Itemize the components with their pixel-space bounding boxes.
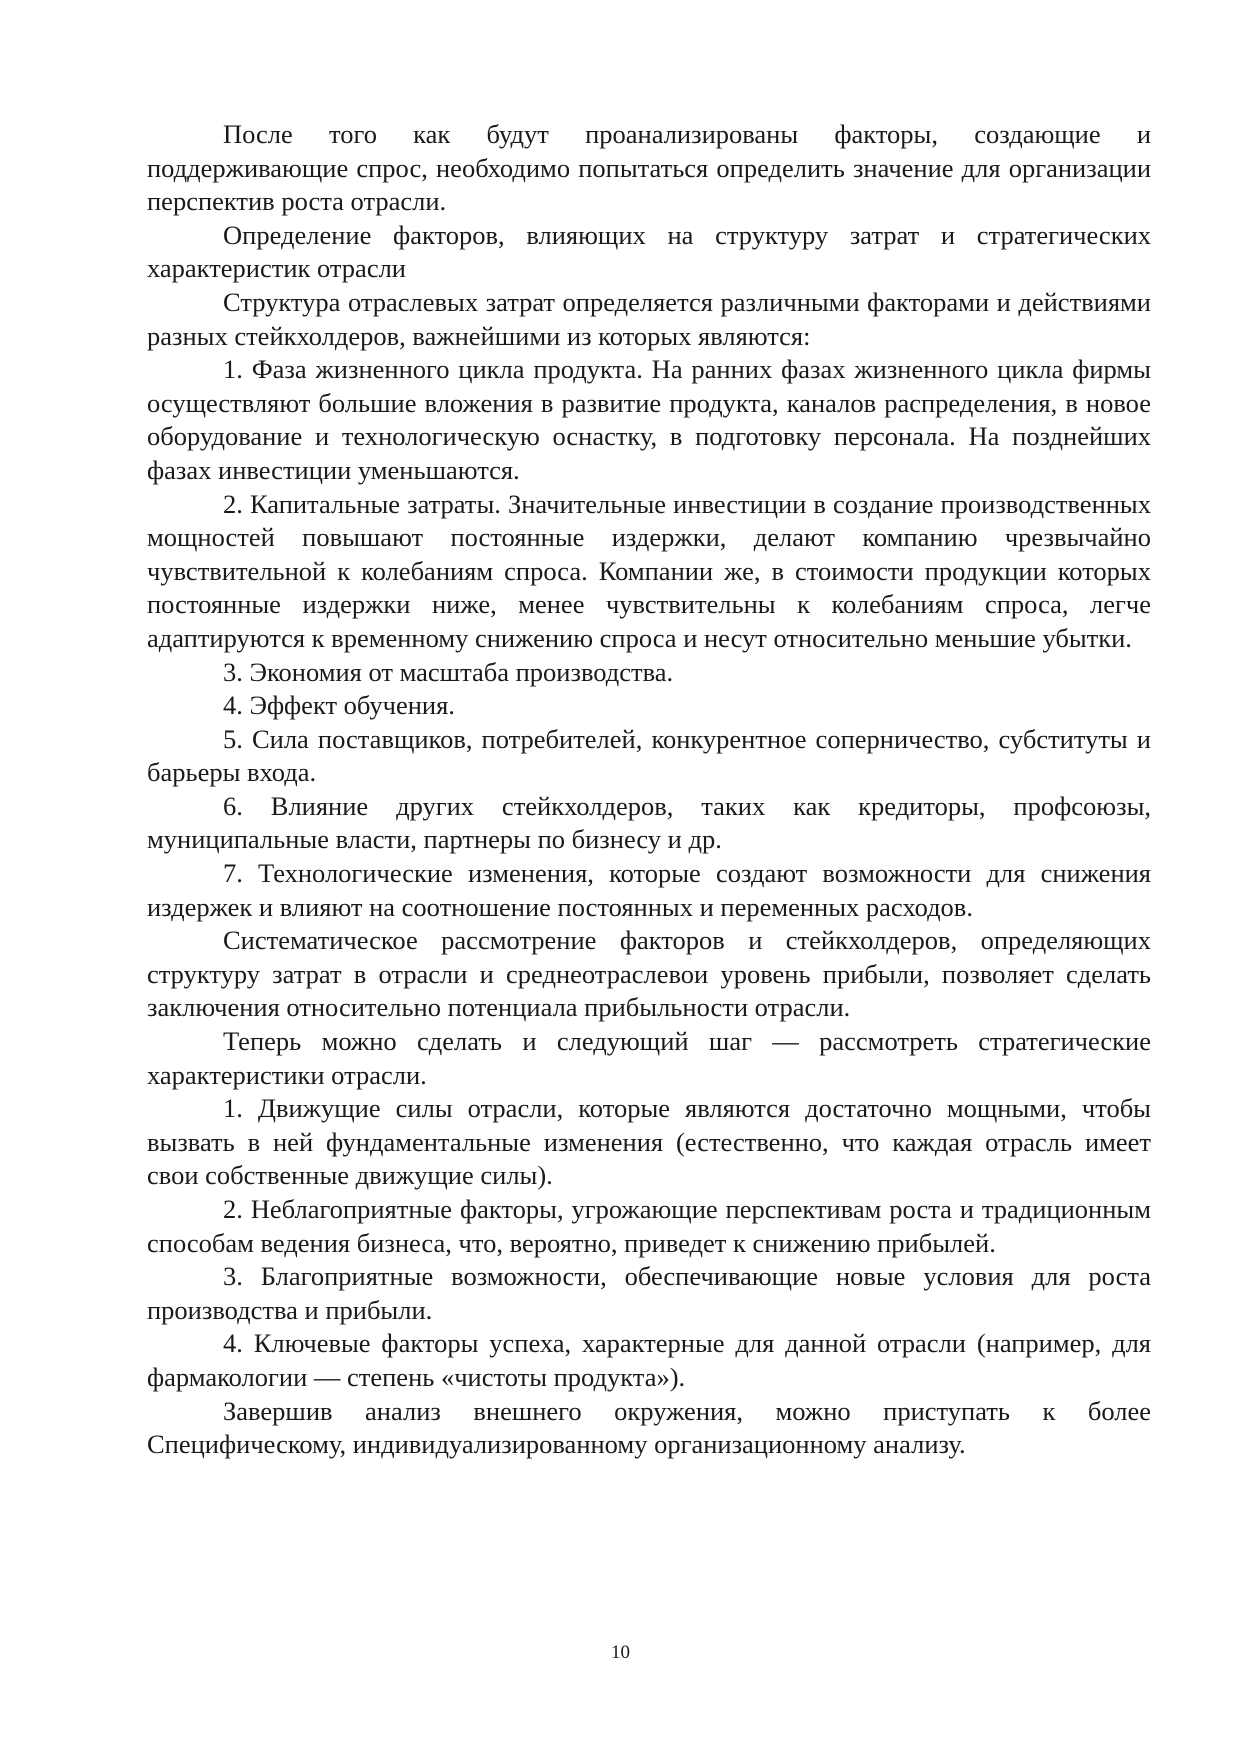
list-item-economy-of-scale: 3. Экономия от масштаба производства. bbox=[223, 656, 674, 687]
list-item-key-success-factors: 4. Ключевые факторы успеха, характерные для данной отрасли (например, для фармакологии — степень «чистоты продукта»). bbox=[147, 1328, 1151, 1392]
list-item-forces: 5. Сила поставщиков, потребителей, конкурентное соперничество, субституты и барьеры входа. bbox=[147, 723, 1151, 788]
list-item-threats: 2. Неблагоприятные факторы, угрожающие перспективам роста и традиционным способам ведения бизнеса, что, вероятно, приведет к снижению прибылей. bbox=[147, 1194, 1151, 1258]
list-item-capital-costs: 2. Капитальные затраты. Значительные инвестиции в создание производственных мощностей повышают постоянные издержки, делают компанию чрезвычайно чувствительной к колебаниям спроса. Компании же, в стоимости продукции которых постоянные издержки ниже, менее чувствительны к колебаниям спроса, легче адаптируются к временному снижению спроса и несут относительно меньшие убытки. bbox=[147, 488, 1151, 653]
paragraph-1: После того как будут проанализированы факторы, создающие и поддерживающие спрос, необходимо попытаться определить значение для организации перспектив роста отрасли. bbox=[147, 119, 1151, 217]
list-item-stakeholders: 6. Влияние других стейкхолдеров, таких как кредиторы, профсоюзы, муниципальные власти, партнеры по бизнесу и др. bbox=[147, 790, 1151, 855]
list-item-opportunities: 3. Благоприятные возможности, обеспечивающие новые условия для роста производства и прибыли. bbox=[147, 1261, 1151, 1325]
paragraph-3: Структура отраслевых затрат определяется различными факторами и действиями разных стейкхолдеров, важнейшими из которых являются: bbox=[147, 286, 1151, 351]
paragraph-conclusion: Завершив анализ внешнего окружения, можно приступать к более Специфическому, индивидуализированному организационному анализу. bbox=[147, 1395, 1151, 1460]
body-text bbox=[147, 118, 1151, 1462]
list-item-lifecycle: 1. Фаза жизненного цикла продукта. На ранних фазах жизненного цикла фирмы осуществляют большие вложения в развитие продукта, каналов распределения, в новое оборудование и технологическую оснастку, в подготовку персонала. На позднейших фазах инвестиции уменьшаются. bbox=[147, 354, 1151, 485]
paragraph-2: Определение факторов, влияющих на структуру затрат и стратегических характеристик отрасли bbox=[147, 219, 1151, 284]
paragraph-next-step: Теперь можно сделать и следующий шаг — рассмотреть стратегические характеристики отрасли. bbox=[147, 1026, 1151, 1090]
list-item-technology: 7. Технологические изменения, которые создают возможности для снижения издержек и влияют на соотношение постоянных и переменных расходов. bbox=[147, 858, 1151, 922]
page-number: 10 bbox=[611, 1642, 630, 1663]
list-item-driving-forces: 1. Движущие силы отрасли, которые являются достаточно мощными, чтобы вызвать в ней фундаментальные изменения (естественно, что каждая отрасль имеет свои собственные движущие силы). bbox=[147, 1093, 1151, 1191]
list-item-learning-effect: 4. Эффект обучения. bbox=[223, 690, 455, 721]
paragraph-systematic-review: Систематическое рассмотрение факторов и стейкхолдеров, определяющих структуру затрат в отрасли и среднеотраслевои уровень прибыли, позволяет сделать заключения относительно потенциала прибыльности отрасли. bbox=[147, 925, 1151, 1023]
